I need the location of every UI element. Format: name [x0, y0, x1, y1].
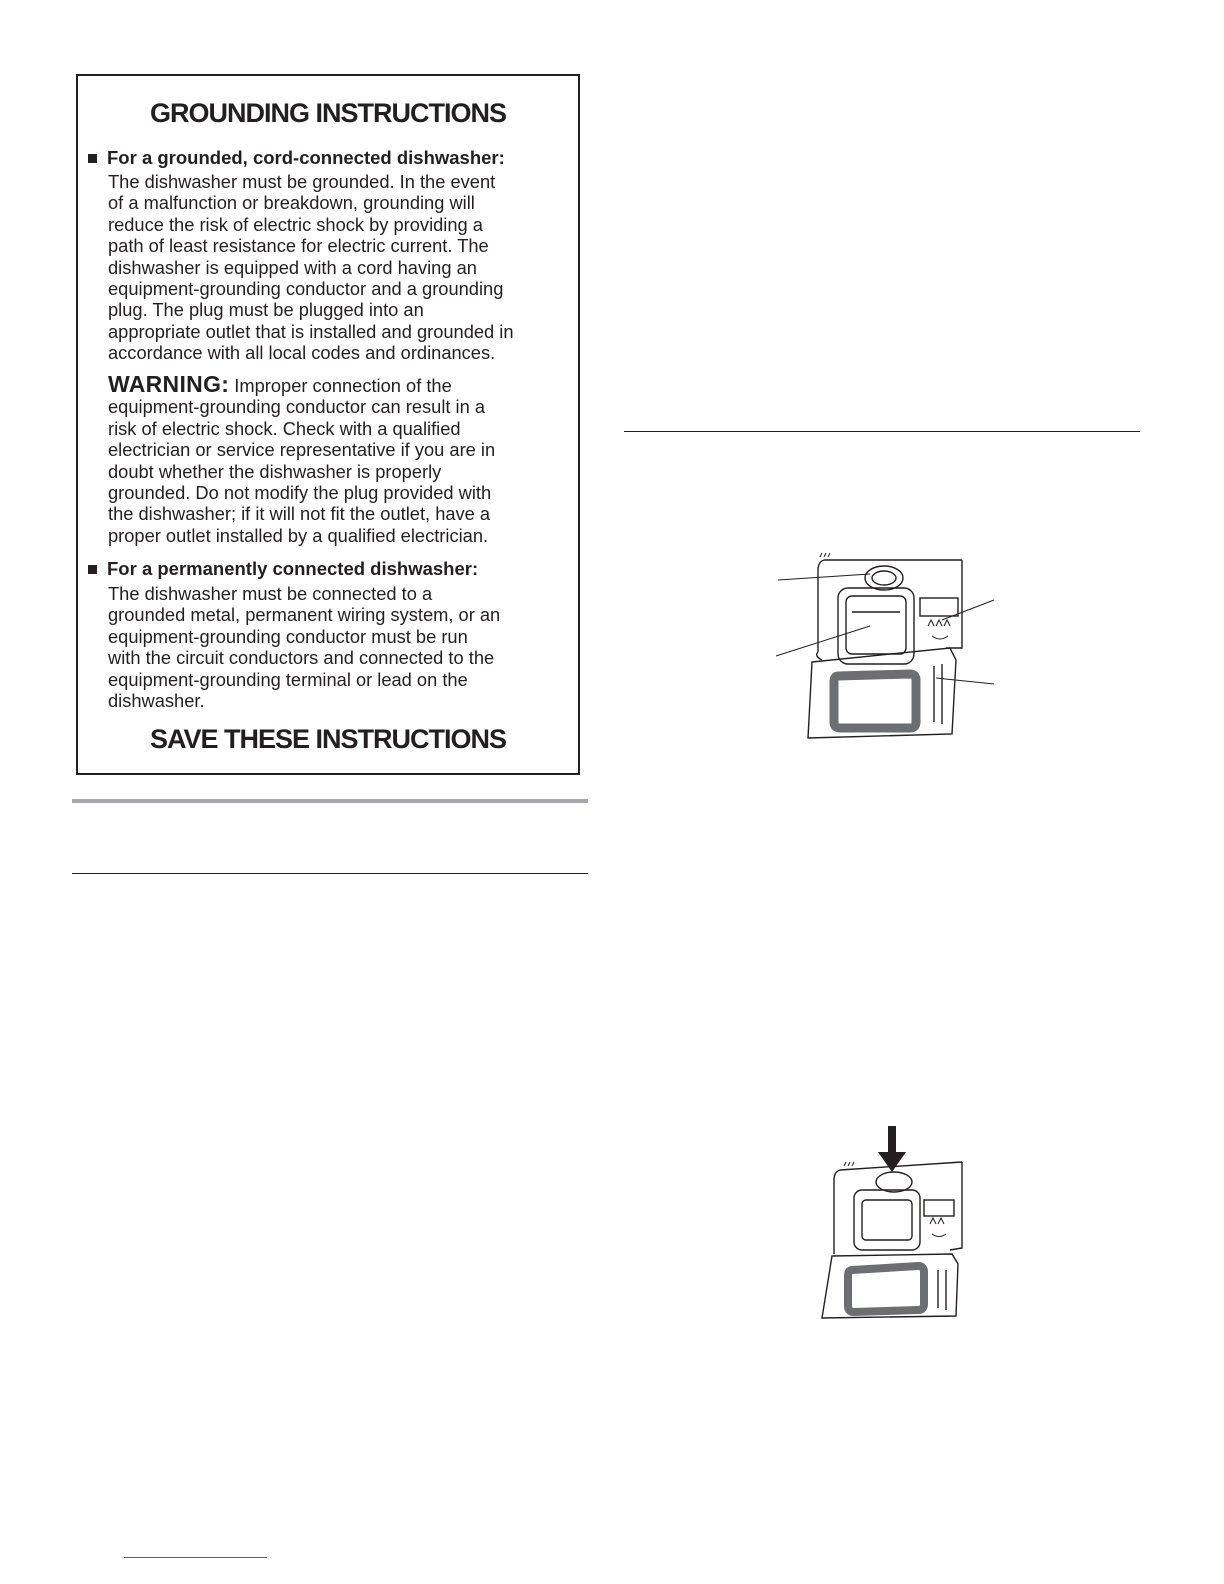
gasket-shape: [834, 674, 916, 728]
cord-line: accordance with all local codes and ordinances.: [108, 342, 496, 364]
permanent-paragraph: [108, 583, 578, 711]
footer-link-underline[interactable]: [124, 1557, 267, 1558]
warning-line: equipment-grounding conductor can result in a: [108, 396, 486, 418]
permanent-line: The dishwasher must be connected to a: [108, 583, 433, 604]
section-rule-thin: [72, 873, 588, 874]
cord-connected-heading: [88, 147, 505, 169]
permanent-heading: [88, 558, 478, 580]
section-rule-gray: [72, 799, 588, 803]
cord-line: of a malfunction or breakdown, grounding will: [108, 192, 475, 214]
warning-first-line: [108, 371, 578, 397]
save-instructions: SAVE THESE INSTRUCTIONS: [149, 724, 507, 754]
cord-line: reduce the risk of electric shock by providing a: [108, 213, 483, 235]
warning-line: grounded. Do not modify the plug provided with: [108, 482, 492, 504]
permanent-line: equipment-grounding terminal or lead on the: [108, 668, 468, 690]
permanent-line: grounded metal, permanent wiring system, or an: [108, 604, 501, 626]
bullet-square-icon: [88, 154, 97, 163]
warning-paragraph: [108, 371, 578, 546]
permanent-line: equipment-grounding conductor must be run: [108, 625, 468, 647]
cord-connected-heading-text: For a grounded, cord-connected dishwasher:: [107, 147, 505, 168]
cord-line: equipment-grounding conductor and a grounding: [108, 278, 504, 300]
cord-line: dishwasher is equipped with a cord having an: [108, 256, 477, 278]
detergent-dispenser-diagram: [774, 552, 996, 742]
gasket-shape: [848, 1266, 924, 1312]
bullet-square-icon: [88, 565, 97, 574]
grounding-title: GROUNDING INSTRUCTIONS: [150, 98, 506, 128]
dispenser-close-diagram: [818, 1124, 966, 1322]
permanent-line: dishwasher.: [108, 690, 205, 712]
down-arrow-icon: [878, 1126, 906, 1172]
cord-line: The dishwasher must be grounded. In the event: [108, 171, 496, 192]
cord-line: appropriate outlet that is installed and grounded in: [108, 320, 514, 342]
warning-line: proper outlet installed by a qualified electrician.: [108, 524, 489, 546]
warning-first-text: Improper connection of the: [229, 375, 452, 396]
permanent-heading-text: For a permanently connected dishwasher:: [107, 558, 479, 579]
cord-connected-paragraph: [108, 171, 578, 364]
cord-line: path of least resistance for electric current. The: [108, 235, 489, 257]
warning-line: the dishwasher; if it will not fit the outlet, have a: [108, 503, 491, 525]
section-rule-right: [624, 431, 1140, 432]
warning-line: electrician or service representative if you are in: [108, 439, 496, 461]
cord-line: plug. The plug must be plugged into an: [108, 299, 424, 321]
warning-label: WARNING:: [108, 371, 230, 397]
warning-line: risk of electric shock. Check with a qualified: [108, 417, 461, 439]
permanent-line: with the circuit conductors and connected to the: [108, 647, 495, 669]
warning-line: doubt whether the dishwasher is properly: [108, 460, 442, 482]
grounding-instructions-box: [76, 74, 580, 775]
